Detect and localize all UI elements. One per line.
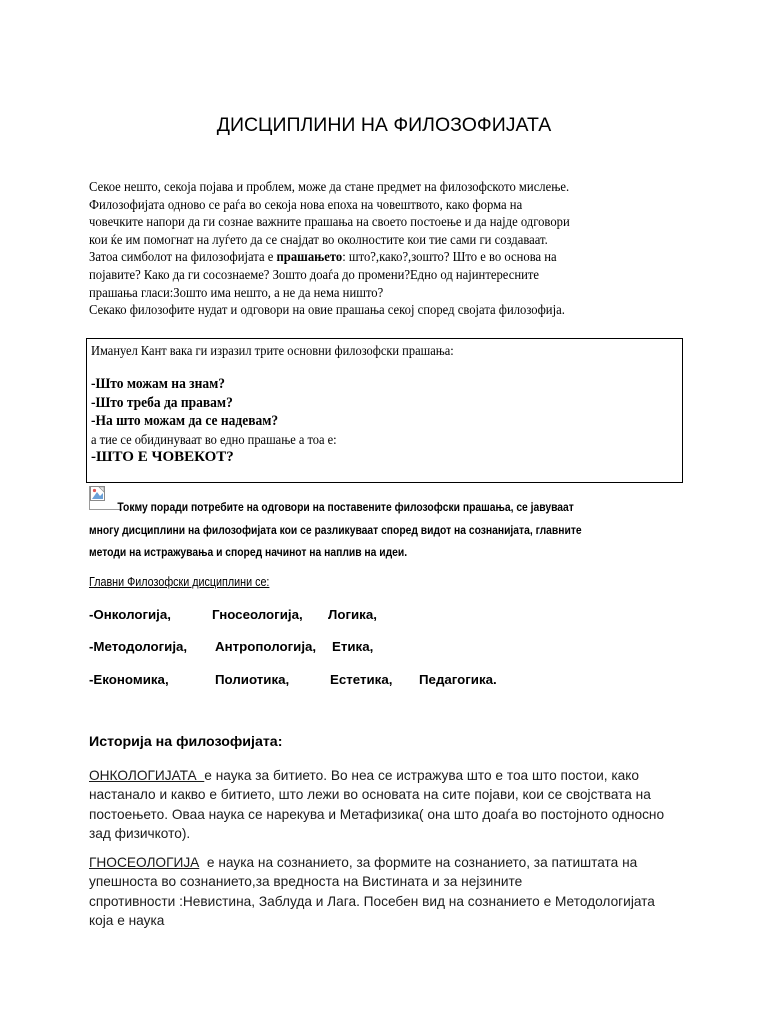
ontology-line: зад физичкото). [89, 825, 191, 841]
discipline-item: -Економика, [89, 672, 169, 687]
kant-intro: Имануел Кант вака ги изразил трите основни филозофски прашања: [91, 343, 454, 358]
disciplines-heading: Главни Филозофски дисциплини се: [89, 575, 270, 589]
kant-final-question: -ШТО Е ЧОВЕКОТ? [91, 448, 234, 465]
ontology-term: ОНКОЛОГИЈАТА [89, 768, 205, 783]
intro-paragraph [89, 178, 689, 319]
intro-line: Секое нешто, секоја појава и проблем, може да стане предмет на филозофското мислење. [89, 179, 570, 194]
kant-combine-text: а тие се обидинуваат во едно прашање а тоа е: [91, 431, 337, 447]
intro-line [89, 248, 689, 266]
page-title: ДИСЦИПЛИНИ НА ФИЛОЗОФИЈАТА [216, 114, 552, 136]
discipline-item: -Методологија, [89, 639, 188, 654]
emphasized-word: прашањето [276, 249, 343, 265]
kant-question: -На што можам да се надевам? [91, 413, 279, 429]
bold-line: многу дисциплини на филозофијата кои се разликуваат според видот на сознанијата, главните [89, 522, 582, 537]
discipline-item: Естетика, [330, 672, 393, 687]
discipline-item: Етика, [332, 639, 374, 654]
intro-line: прашања гласи:Зошто има нешто, а не да нема ништо? [89, 284, 384, 300]
intro-line: човечките напори да ги сознае важните прашања на своето постоење и да најде одговори [89, 214, 570, 230]
kant-question: -Што треба да правам? [91, 394, 233, 411]
gnoseology-line: која е наука [89, 912, 165, 928]
bold-line: Токму поради потребите на одговори на поставените филозофски прашања, се јавуваат [117, 500, 574, 514]
gnoseology-text: е наука на сознанието, за формите на сознанието, за патиштата на [199, 855, 638, 870]
intro-text: : што?,како?,зошто? Што е во основа на [342, 249, 557, 265]
history-heading: Историја на филозофијата: [89, 734, 283, 750]
discipline-item: Антропологија, [215, 639, 317, 654]
gnoseology-line: спротивности :Невистина, Заблуда и Лага. Посебен вид на сознанието е Методологијата [89, 893, 655, 909]
intro-text: Затоа симболот на филозофијата е [89, 249, 277, 265]
kant-questions-box [86, 338, 683, 483]
ontology-line: настанало и какво е битието, што лежи во основата на сите појави, кои се својствата на [89, 787, 651, 803]
ontology-text: е наука за битието. Во неа се истражува што е тоа што постои, како [204, 768, 639, 783]
bold-line: методи на истражувања и според начинот на наплив на идеи. [89, 545, 408, 559]
discipline-item: -Онкологија, [89, 607, 171, 622]
discipline-item: Полиотика, [215, 672, 290, 687]
kant-question: -Што можам на знам? [91, 376, 226, 392]
disciplines-intro-paragraph [89, 496, 662, 564]
gnoseology-term: ГНОСЕОЛОГИЈА [89, 855, 200, 870]
gnoseology-line [89, 853, 709, 872]
discipline-item: Гносеологија, [212, 607, 303, 622]
intro-line: Секако филозофите нудат и одговори на овие прашања секој според својата филозофија. [89, 302, 565, 318]
discipline-item: Логика, [328, 607, 377, 622]
intro-line: Филозофијата одново се раѓа во секоја нова епоха на човештвото, како форма на [89, 196, 523, 212]
gnoseology-paragraph [89, 853, 709, 930]
intro-line: кои ќе им помогнат на луѓето да се снајдат во околностите кои тие сами ги создаваат. [89, 231, 548, 247]
ontology-paragraph [89, 766, 709, 843]
ontology-line [89, 766, 709, 785]
gnoseology-line: упешноста во сознанието,за вредноста на Вистината и за нејзините [89, 874, 523, 890]
intro-line: појавите? Како да ги сосознаеме? Зошто доаѓа до промени?Едно од најинтересните [89, 266, 539, 282]
ontology-line: постоењето. Оваа наука се нарекува и Метафизика( она што доаѓа во постојното односно [89, 806, 665, 822]
discipline-item: Педагогика. [419, 672, 497, 687]
